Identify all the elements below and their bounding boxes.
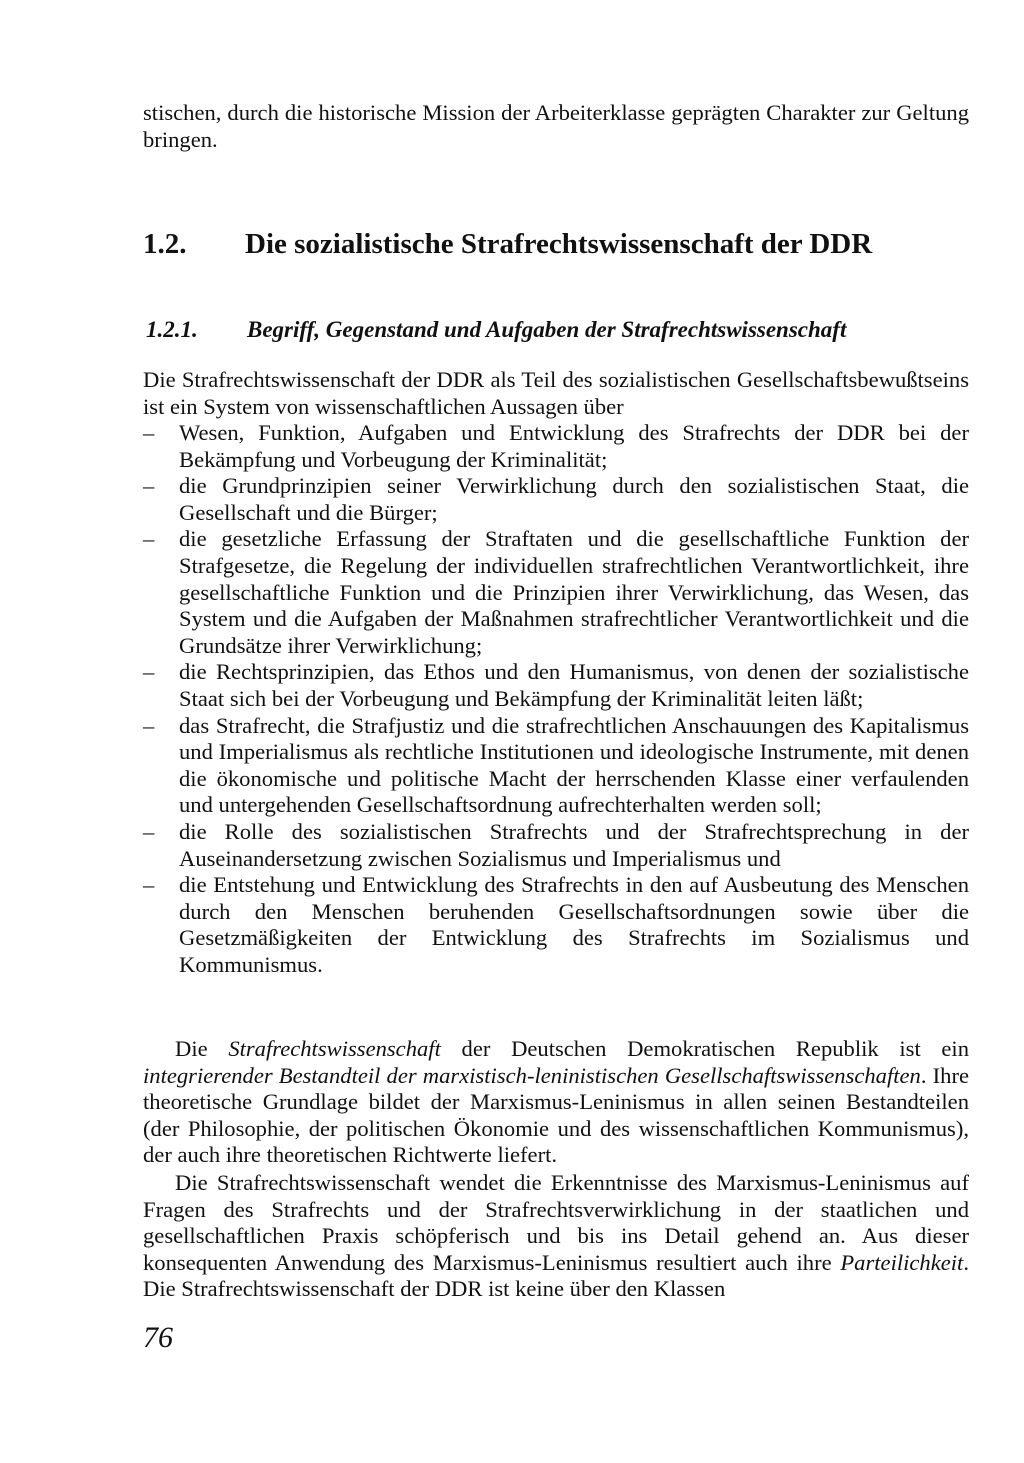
list-item-text: die gesetzliche Erfassung der Straftaten und die gesellschaftliche Funktion der Strafgesetze, die Regelung der individuellen strafrechtlichen Verantwortlichkeit, ihre gesellschaftliche Funktion und die Prinzipien ihrer Verwirklichung, das Wesen, das System und die Aufgaben der Maßnahmen strafrechtlicher Verantwortlichkeit und die Grundsätze ihrer Verwirklichung; [179,526,969,658]
text-run: Die Strafrechtswissenschaft wendet die Erkenntnisse des Marxismus-Leninismus auf Fragen des Strafrechts und der Strafrechtsverwirklichung in der staatlichen und gesellschaftlichen Praxis schöpferisch und bis ins Detail gehend an. Aus dieser konsequenten Anwendung des Marxismus-Leninismus resultiert auch ihre [143,1170,969,1275]
subsection-heading [143,315,969,345]
page-number: 76 [143,1321,173,1354]
dash-marker: – [143,659,155,685]
list-item-text: Wesen, Funktion, Aufgaben und Entwicklung des Strafrechts der DDR bei der Bekämpfung und Vorbeugung der Kriminalität; [179,420,969,472]
list-item [143,713,969,819]
opening-paragraph: stischen, durch die historische Mission der Arbeiterklasse geprägten Charakter zur Geltung bringen. [143,100,969,152]
list-item-text: die Rechtsprinzipien, das Ethos und den Humanismus, von denen der sozialistische Staat sich bei der Vorbeugung und Bekämpfung der Kriminalität leiten läßt; [179,659,969,711]
list-item-text: die Grundprinzipien seiner Verwirklichung durch den sozialistischen Staat, die Gesellschaft und die Bürger; [179,473,969,525]
list-item-text: die Rolle des sozialistischen Strafrechts und der Strafrechtsprechung in der Auseinandersetzung zwischen Sozialismus und Imperialismus und [179,818,969,871]
text-run: . Die Strafrechtswissenschaft der DDR ist keine über den Klassen [143,1249,969,1302]
section-number: 1.2. [143,228,187,260]
list-item-text: die Entstehung und Entwicklung des Strafrechts in den auf Ausbeutung des Menschen durch den Menschen beruhenden Gesellschaftsordnungen sowie über die Gesetzmäßigkeiten der Entwicklung des Strafrechts im Sozialismus und Kommunismus. [179,872,969,977]
dash-marker: – [143,818,155,844]
text-run: . Ihre theoretische Grundlage bildet der Marxismus-Leninismus in allen seinen Bestandteilen (der Philosophie, der politischen Ökonomie und des wissenschaftlichen Kommunismus), der auch ihre theoretischen Richtwerte liefert. [143,1062,969,1168]
list-item [143,819,969,872]
list-item-text: das Strafrecht, die Strafjustiz und die strafrechtlichen Anschauungen des Kapitalismus und Imperialismus als rechtliche Institutionen und ideologische Instrumente, mit denen die ökonomische und politische Macht der herrschenden Klasse einer verfaulenden und untergehenden Gesellschaftsordnung aufrechterhalten werden soll; [179,712,969,818]
text-run: Die [175,1036,229,1061]
intro-paragraph: Die Strafrechtswissenschaft der DDR als Teil des sozialistischen Gesellschaftsbewußtseins ist ein System von wissenschaftlichen Aussagen über [143,367,969,419]
body-paragraph-2 [143,1036,969,1169]
subsection-number: 1.2.1. [146,317,198,342]
subsection-title: Begriff, Gegenstand und Aufgaben der Strafrechtswissenschaft [247,317,847,342]
list-item [143,420,969,473]
list-item [143,659,969,712]
dash-marker: – [143,420,155,445]
dash-marker: – [143,712,155,738]
emphasis-run: Parteilichkeit [840,1249,964,1275]
section-heading [143,226,969,262]
list-item [143,526,969,659]
body-paragraph-3 [143,1170,969,1303]
emphasis-run: integrierender Bestandteil der marxistisch-leninistischen Gesellschaftswissenschaften [143,1062,921,1088]
text-run: der Deutschen Demokratischen Republik ist ein [440,1036,969,1061]
dash-marker: – [143,473,155,499]
list-item [143,473,969,526]
dash-marker: – [143,526,155,552]
emphasis-run: Strafrechtswissenschaft [228,1036,441,1061]
topic-list [143,420,969,978]
list-item [143,872,969,978]
dash-marker: – [143,872,155,898]
section-title: Die sozialistische Strafrechtswissenschaft der DDR [245,228,873,260]
